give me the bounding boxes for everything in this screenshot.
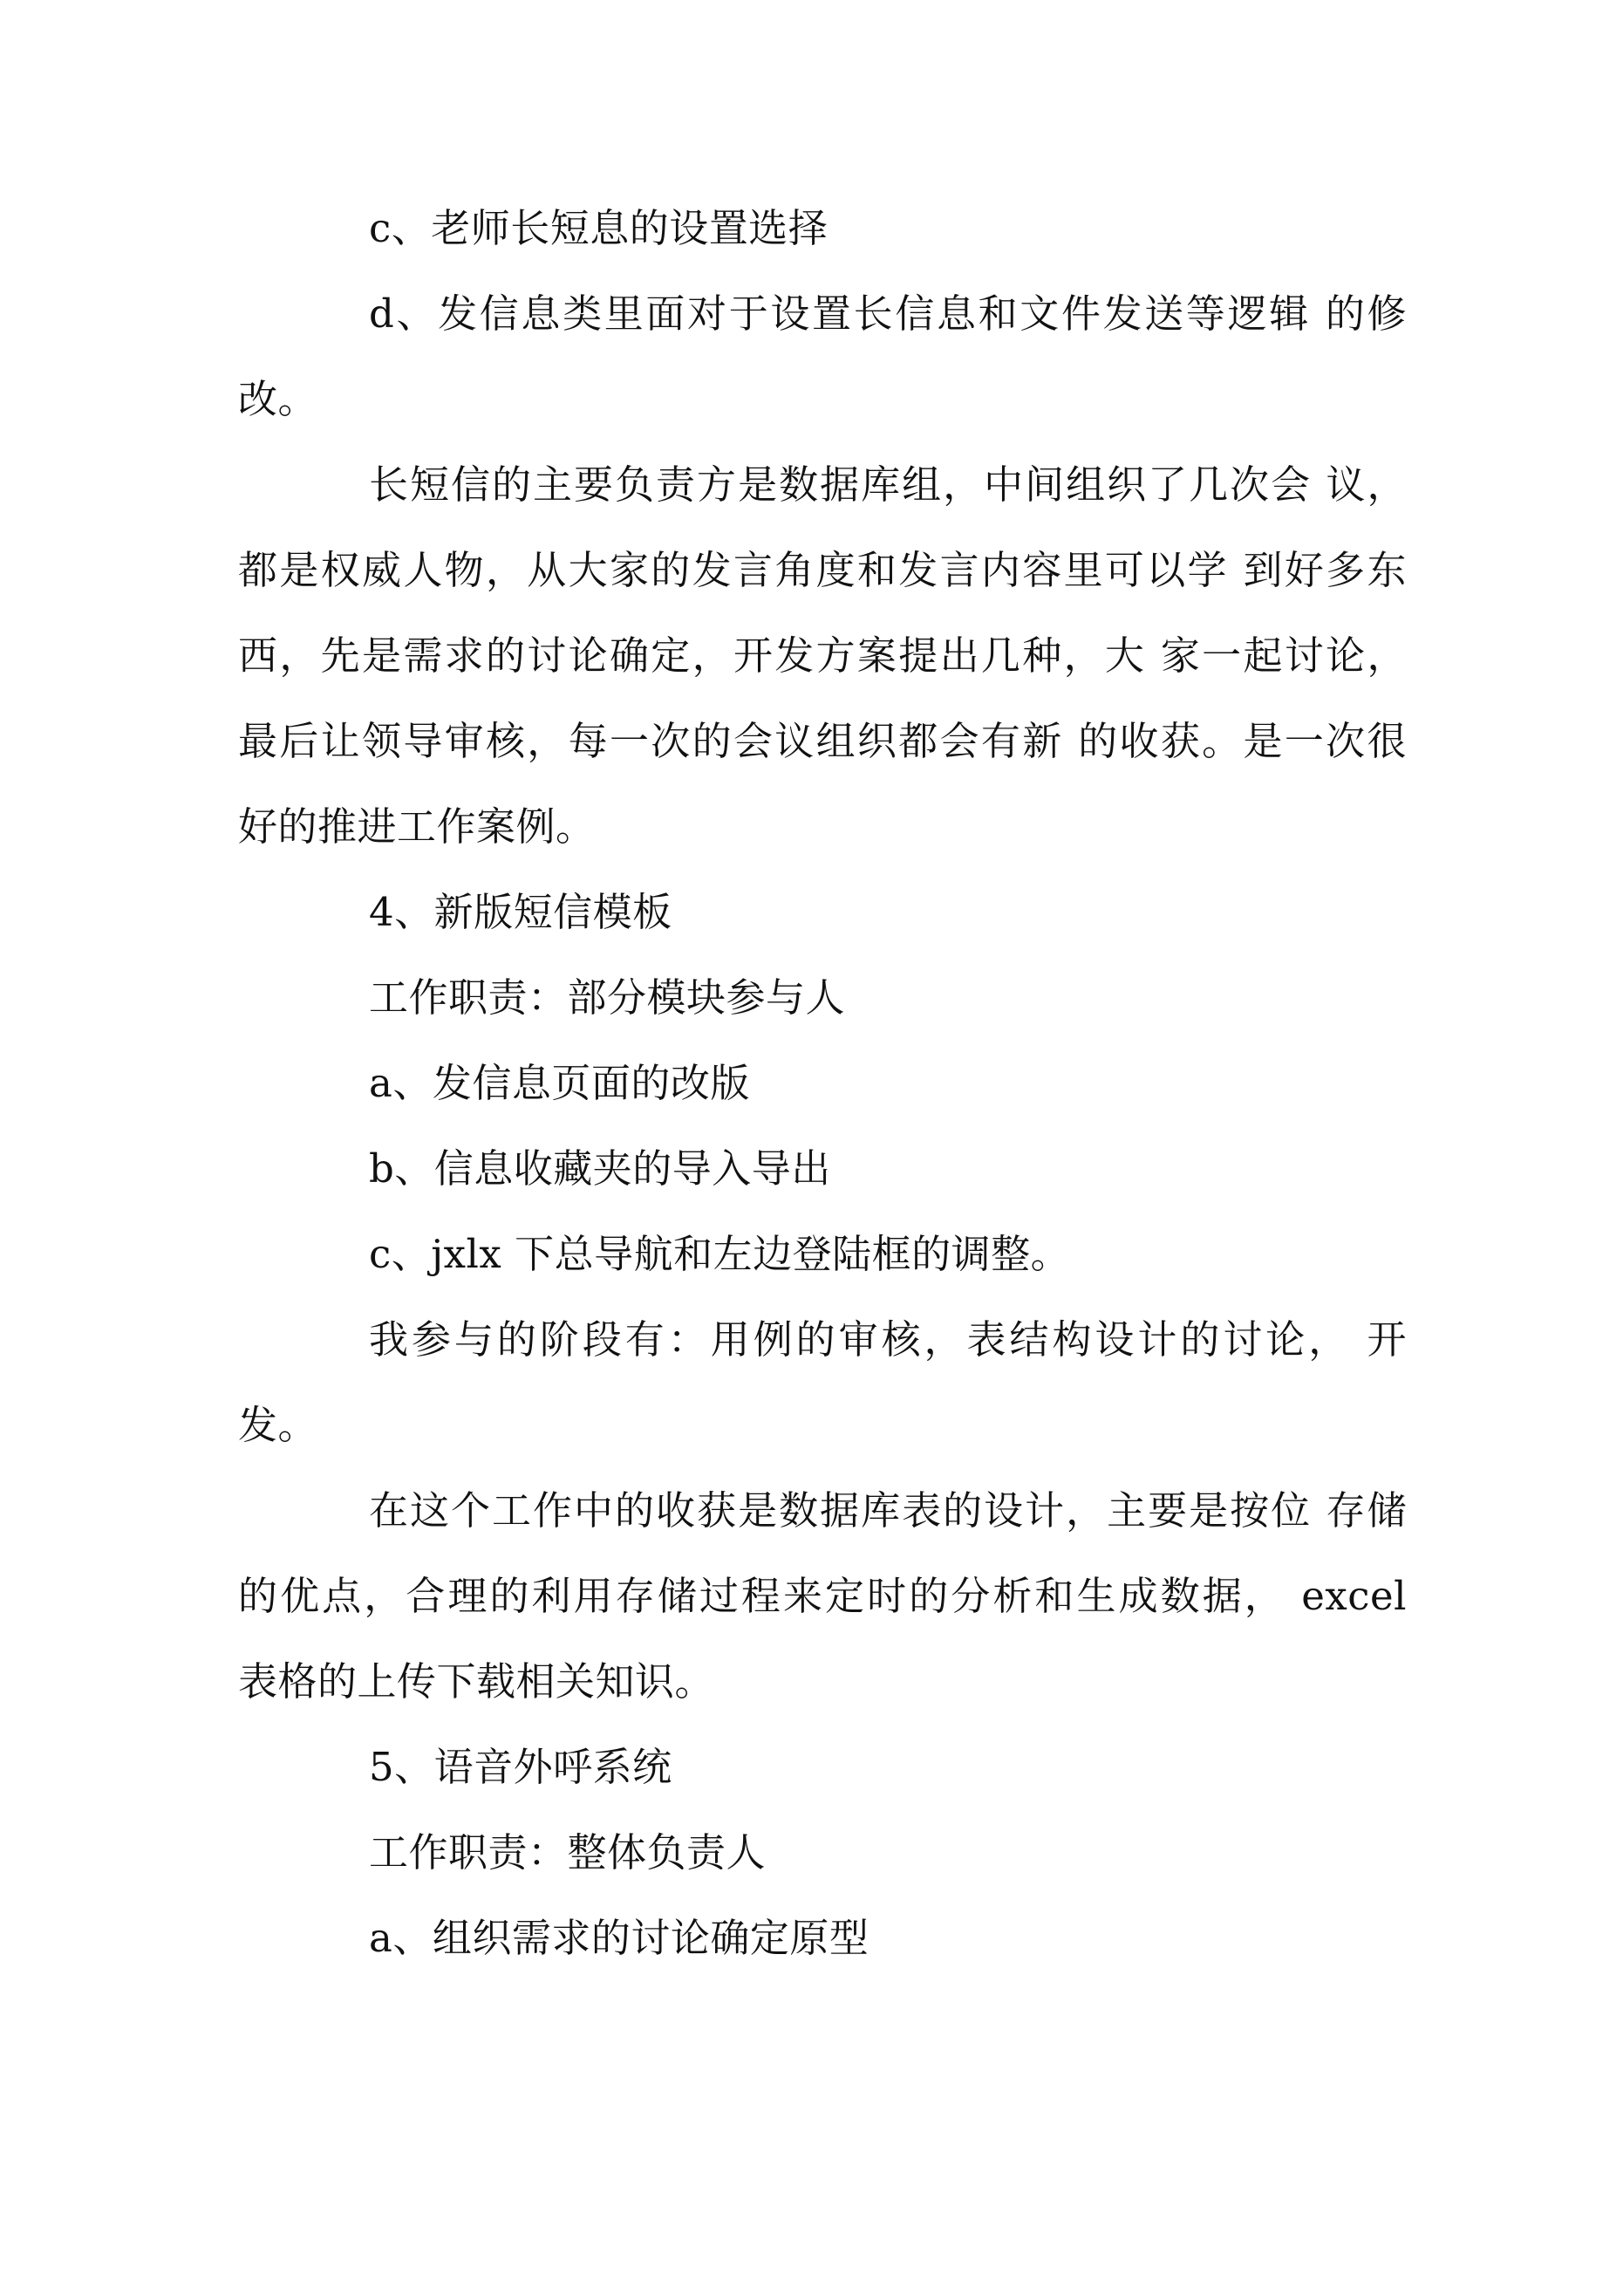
text-line: 都是权威人物，从大家的发言角度和发言内容里可以学 到好多东 (238, 547, 1407, 593)
text-line: 好的推进工作案例。 (238, 803, 596, 850)
text-line: 在这个工作中的收获是数据库表的设计，主要是按位 存储 (369, 1487, 1407, 1534)
text-line: d、发信息类里面对于设置长信息和文件发送等逻辑 的修 (369, 290, 1407, 337)
text-line: 表格的上传下载相关知识。 (238, 1658, 715, 1705)
text-line: 工作职责：整体负责人 (369, 1829, 767, 1876)
text-line: 发。 (238, 1402, 318, 1448)
text-line: 长短信的主要负责方是数据库组，中间组织了几次会 议， (369, 461, 1407, 508)
text-line: 我参与的阶段有：用例的审核，表结构设计的讨论， 开 (369, 1316, 1407, 1363)
text-line: a、发信息页面的改版 (369, 1060, 750, 1106)
section-heading: 5、语音外呼系统 (369, 1744, 672, 1790)
text-line: c、jxlx 下总导航和左边登陆框的调整。 (369, 1231, 1071, 1277)
text-line: a、组织需求的讨论确定原型 (369, 1915, 869, 1961)
text-line: 西，先是需求的讨论确定，开发方案提出几种，大 家一起讨论， (238, 632, 1407, 679)
text-line: 的优点，合理的利用存储过程来定时的分析和生成数据， excel (238, 1573, 1407, 1619)
text-line: c、老师长短息的设置选择 (369, 205, 829, 251)
text-line: b、信息收藏夹的导入导出 (369, 1145, 831, 1192)
text-line: 最后让领导审核，每一次的会议组织都会有新 的收获。是一次很 (238, 718, 1407, 764)
section-heading: 4、新版短信模板 (369, 889, 672, 935)
text-line: 工作职责：部分模块参与人 (369, 974, 846, 1021)
text-line: 改。 (238, 376, 318, 422)
